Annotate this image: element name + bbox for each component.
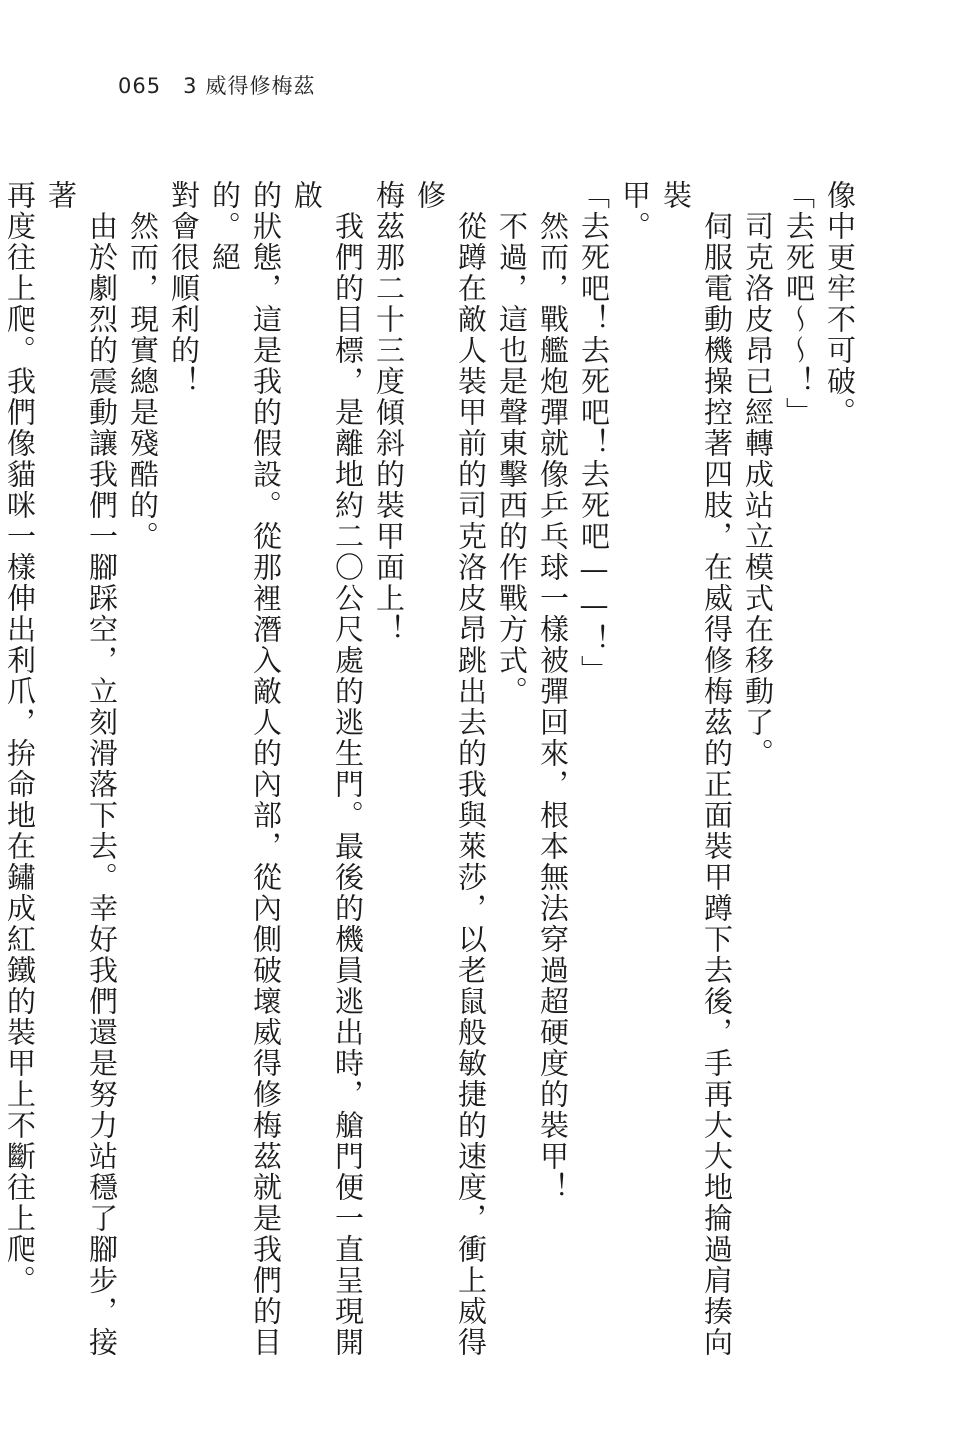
chapter-number: 3	[183, 74, 198, 98]
paragraph: 再度往上爬。我們像貓咪一樣伸出利爪，拚命地在鏽成紅鐵的裝甲上不斷往上爬。	[3, 180, 37, 1296]
page-number: 065	[118, 74, 162, 98]
paragraph: 由於劇烈的震動讓我們一腳踩空，立刻滑落下去。幸好我們還是努力站穩了腳步，接著	[44, 180, 119, 1358]
paragraph: 然而，現實總是殘酷的。	[126, 180, 160, 552]
paragraph: 「去死吧～～！」	[782, 180, 816, 428]
paragraph: 對會很順利的！	[167, 180, 201, 397]
running-header	[118, 70, 315, 100]
chapter-title: 威得修梅茲	[205, 74, 316, 98]
paragraph: 「去死吧！去死吧！去死吧——！」	[577, 180, 611, 686]
paragraph: 不過，這也是聲東擊西的作戰方式。	[495, 180, 529, 707]
paragraph: 像中更牢不可破。	[823, 180, 857, 428]
body-text	[3, 180, 860, 1380]
paragraph: 梅茲那二十三度傾斜的裝甲面上！	[372, 180, 406, 645]
paragraph: 伺服電動機操控著四肢，在威得修梅茲的正面裝甲蹲下去後，手再大大地掄過肩揍向裝	[659, 180, 734, 1358]
paragraph: 從蹲在敵人裝甲前的司克洛皮昂跳出去的我與萊莎，以老鼠般敏捷的速度，衝上威得修	[413, 180, 488, 1358]
paragraph: 我們的目標，是離地約二〇公尺處的逃生門。最後的機員逃出時，艙門便一直呈現開啟	[290, 180, 365, 1358]
paragraph: 的狀態，這是我的假設。從那裡潛入敵人的內部，從內側破壞威得修梅茲就是我們的目的。絕	[208, 180, 283, 1358]
paragraph: 甲。	[618, 180, 652, 242]
paragraph: 然而，戰艦炮彈就像乒乓球一樣被彈回來，根本無法穿過超硬度的裝甲！	[536, 180, 570, 1203]
paragraph: 司克洛皮昂已經轉成站立模式在移動了。	[741, 180, 775, 769]
